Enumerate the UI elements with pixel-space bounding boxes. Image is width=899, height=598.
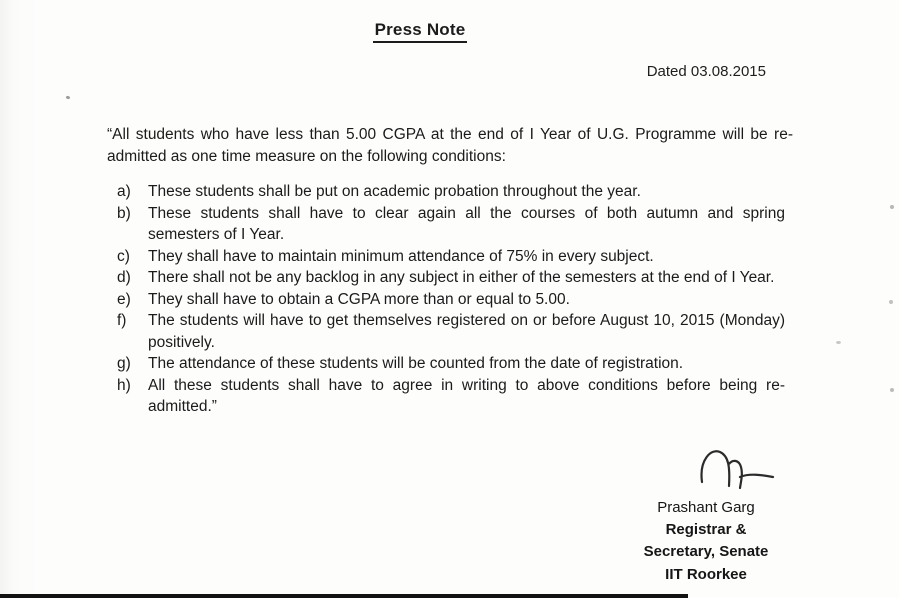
list-item-label: f) — [117, 312, 127, 329]
signatory-org: IIT Roorkee — [665, 565, 747, 583]
list-item — [107, 267, 785, 289]
list-item-text: There shall not be any backlog in any subject in either of the semesters at the end of I Year. — [148, 269, 775, 286]
signatory-title-2: Secretary, Senate — [643, 543, 769, 561]
list-item-label: e) — [117, 290, 131, 308]
list-item — [107, 246, 785, 268]
page-title-wrap — [0, 20, 840, 43]
list-item — [107, 353, 785, 375]
scan-edge-bar — [0, 594, 688, 598]
scan-speck — [890, 388, 894, 392]
handwritten-signature-icon — [696, 446, 776, 503]
scan-speck — [836, 341, 841, 344]
list-item — [107, 203, 785, 246]
page-title: Press Note — [373, 20, 468, 43]
scan-speck — [889, 300, 893, 304]
list-item — [107, 289, 785, 311]
list-item-text: They shall have to obtain a CGPA more than or equal to 5.00. — [148, 290, 570, 308]
list-item-label: g) — [117, 355, 131, 372]
scan-speck — [66, 95, 71, 99]
list-item — [107, 375, 785, 418]
list-item-label: c) — [117, 247, 130, 265]
list-item-text: The attendance of these students will be counted from the date of registration. — [148, 355, 684, 372]
list-item-label: d) — [117, 269, 131, 286]
list-item-label: b) — [117, 204, 131, 222]
signature-block — [618, 497, 794, 586]
list-item-label: h) — [117, 376, 131, 394]
list-item-text: The students will have to get themselves registered on or before August 10, 2015 (Monday) positively. — [148, 312, 785, 351]
intro-paragraph: “All students who have less than 5.00 CGPA at the end of I Year of U.G. Programme will be re-admitted as one time measure on the following conditions: — [107, 126, 793, 165]
list-item-text: These students shall be put on academic probation throughout the year. — [148, 183, 641, 200]
list-item-text: They shall have to maintain minimum attendance of 75% in every subject. — [148, 247, 654, 265]
list-item-label: a) — [117, 183, 131, 200]
conditions-list — [107, 181, 793, 418]
date-line: Dated 03.08.2015 — [646, 63, 766, 80]
signatory-name: Prashant Garg — [657, 499, 755, 516]
list-item — [107, 181, 785, 203]
scan-speck — [890, 205, 894, 209]
list-item-text: All these students shall have to agree in writing to above conditions before being re-admitted.” — [148, 376, 785, 415]
list-item-text: These students shall have to clear again all the courses of both autumn and spring semesters of I Year. — [148, 204, 785, 243]
signatory-title-1: Registrar & — [665, 521, 747, 539]
list-item — [107, 310, 785, 353]
document-body — [107, 124, 793, 418]
